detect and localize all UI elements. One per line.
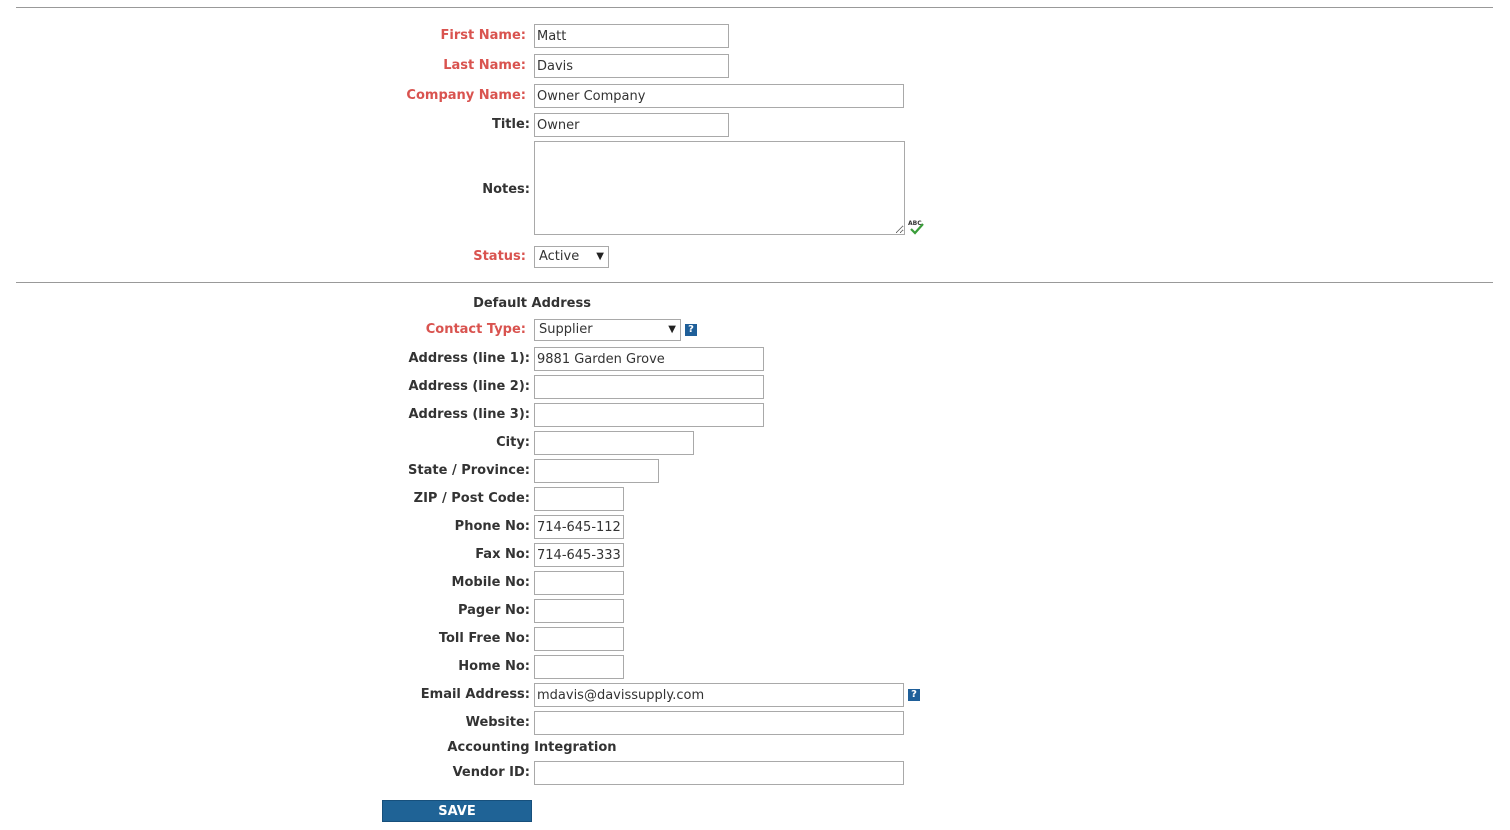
company-name-label: Company Name: [406, 88, 526, 103]
toll-free-label: Toll Free No: [438, 631, 530, 646]
toll-free-input[interactable] [534, 627, 624, 651]
address-line1-input[interactable] [534, 347, 764, 371]
home-label: Home No: [458, 659, 530, 674]
address-line1-label: Address (line 1): [408, 351, 530, 366]
city-input[interactable] [534, 431, 694, 455]
first-name-input[interactable] [534, 24, 729, 48]
vendor-id-input[interactable] [534, 761, 904, 785]
title-input[interactable] [534, 113, 729, 137]
email-input[interactable] [534, 683, 904, 707]
contact-type-label: Contact Type: [425, 322, 526, 337]
email-help-icon[interactable]: ? [908, 689, 920, 701]
home-input[interactable] [534, 655, 624, 679]
company-name-input[interactable] [534, 84, 904, 108]
status-selected-value: Active [539, 249, 580, 264]
notes-label: Notes: [482, 182, 530, 197]
mobile-label: Mobile No: [451, 575, 530, 590]
phone-label: Phone No: [454, 519, 530, 534]
city-label: City: [496, 435, 530, 450]
mobile-input[interactable] [534, 571, 624, 595]
zip-label: ZIP / Post Code: [413, 491, 530, 506]
top-divider [16, 7, 1493, 8]
phone-input[interactable] [534, 515, 624, 539]
contact-type-help-icon[interactable]: ? [685, 324, 697, 336]
first-name-label: First Name: [440, 28, 526, 43]
save-button[interactable]: SAVE [382, 800, 532, 822]
address-line3-label: Address (line 3): [408, 407, 530, 422]
state-province-input[interactable] [534, 459, 659, 483]
default-address-heading: Default Address [473, 296, 591, 311]
contact-type-selected-value: Supplier [539, 322, 593, 337]
zip-input[interactable] [534, 487, 624, 511]
address-line2-input[interactable] [534, 375, 764, 399]
fax-label: Fax No: [475, 547, 530, 562]
vendor-id-label: Vendor ID: [452, 765, 530, 780]
section-divider [16, 282, 1493, 283]
last-name-label: Last Name: [443, 58, 526, 73]
state-province-label: State / Province: [408, 463, 530, 478]
spellcheck-icon[interactable] [908, 219, 926, 235]
accounting-integration-heading: Accounting Integration [447, 740, 617, 755]
title-label: Title: [491, 117, 530, 132]
notes-textarea[interactable] [534, 141, 905, 235]
address-line3-input[interactable] [534, 403, 764, 427]
contact-type-select[interactable] [534, 319, 681, 341]
address-line2-label: Address (line 2): [408, 379, 530, 394]
website-input[interactable] [534, 711, 904, 735]
chevron-down-icon: ▼ [668, 324, 676, 335]
pager-input[interactable] [534, 599, 624, 623]
status-label: Status: [473, 249, 526, 264]
spellcheck-icon-text: ABC [908, 220, 922, 227]
last-name-input[interactable] [534, 54, 729, 78]
email-label: Email Address: [420, 687, 530, 702]
status-select[interactable] [534, 246, 609, 268]
chevron-down-icon: ▼ [596, 251, 604, 262]
website-label: Website: [465, 715, 530, 730]
pager-label: Pager No: [457, 603, 530, 618]
fax-input[interactable] [534, 543, 624, 567]
